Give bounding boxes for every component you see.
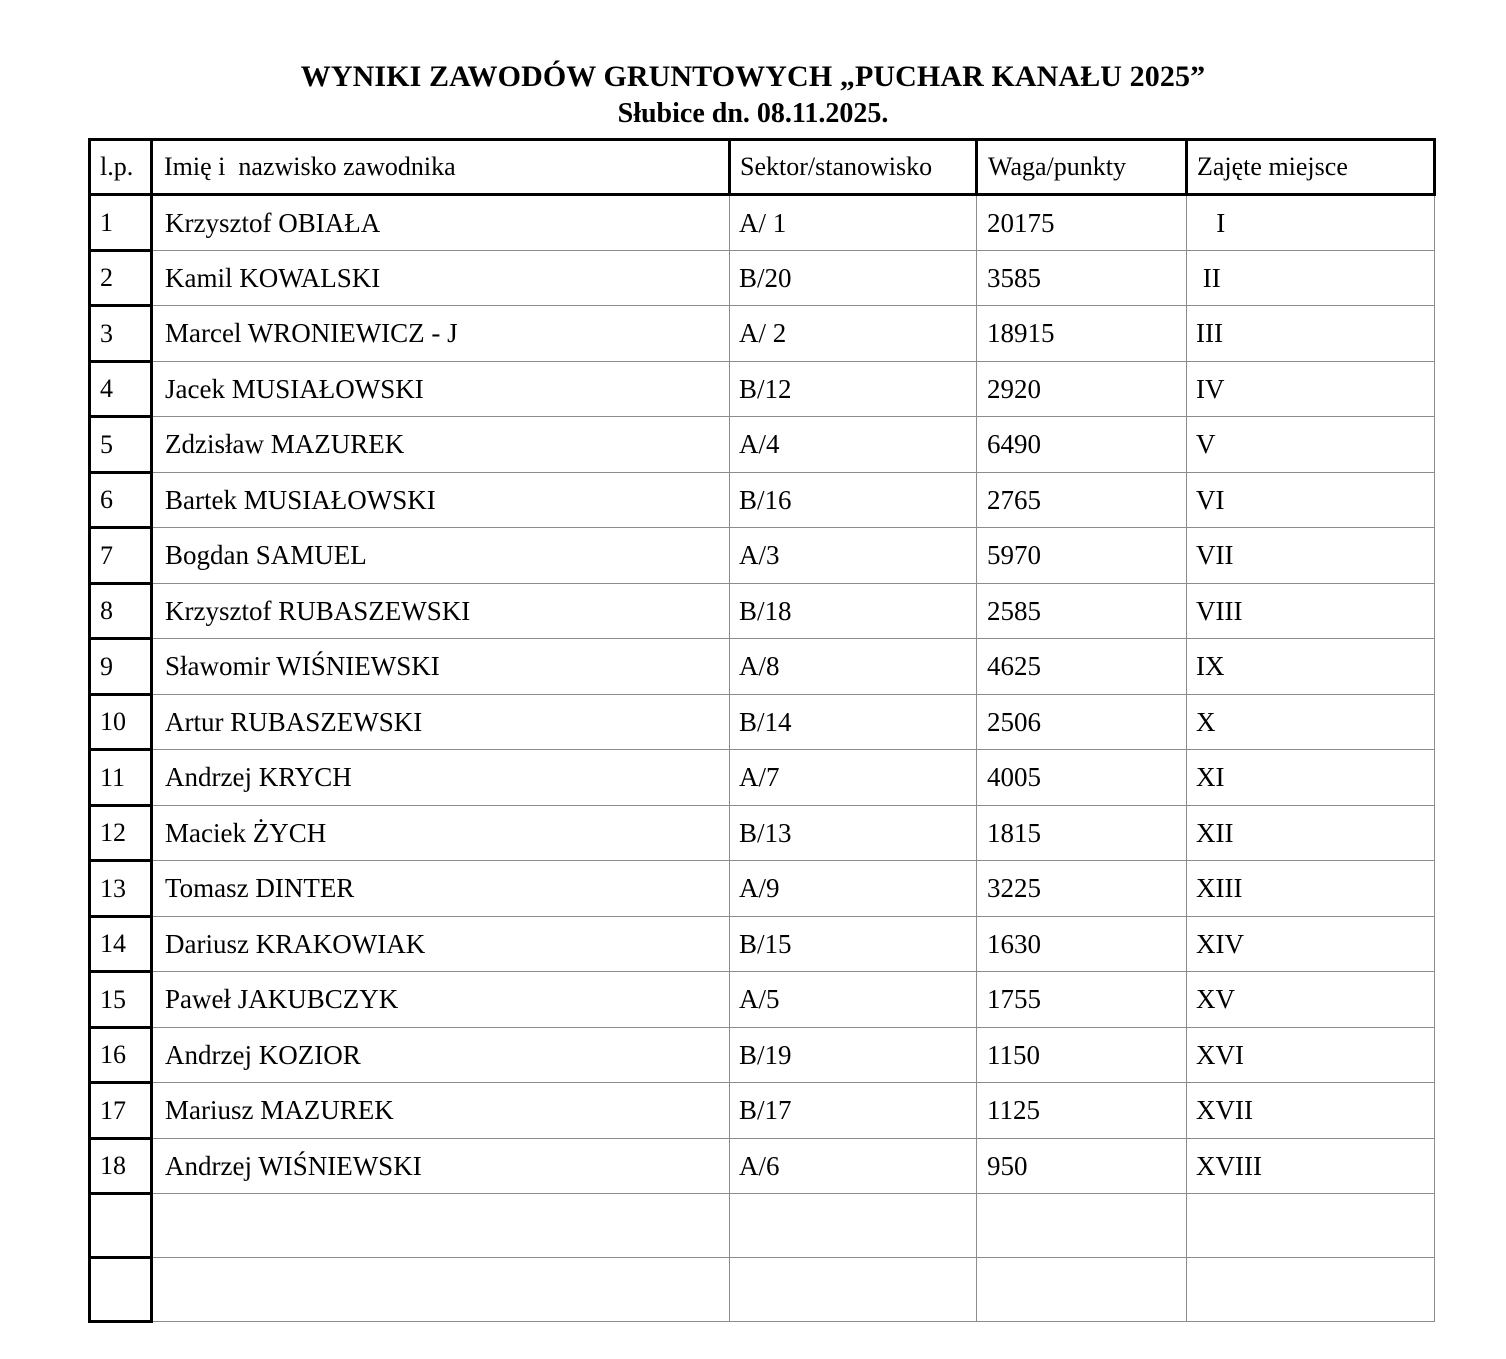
cell-sector: A/7 [730, 750, 977, 806]
cell-weight: 1150 [977, 1027, 1187, 1083]
cell-lp: 1 [90, 195, 152, 251]
table-header-row [90, 140, 1435, 195]
cell-sector: B/16 [730, 472, 977, 528]
table-row [90, 1027, 1435, 1083]
cell-place: V [1187, 417, 1435, 473]
cell-lp: 5 [90, 417, 152, 473]
cell-weight: 4625 [977, 639, 1187, 695]
cell-lp: 11 [90, 750, 152, 806]
cell-place: VII [1187, 528, 1435, 584]
cell-place: XIII [1187, 861, 1435, 917]
cell-lp: 9 [90, 639, 152, 695]
cell-sector: B/20 [730, 250, 977, 306]
cell-sector: B/12 [730, 361, 977, 417]
cell-name: Jacek MUSIAŁOWSKI [152, 361, 730, 417]
cell-lp [90, 1258, 152, 1322]
cell-name: Dariusz KRAKOWIAK [152, 916, 730, 972]
cell-weight: 2506 [977, 694, 1187, 750]
cell-name: Marcel WRONIEWICZ - J [152, 306, 730, 362]
cell-lp: 8 [90, 583, 152, 639]
table-row [90, 472, 1435, 528]
table-row [90, 694, 1435, 750]
cell-name: Andrzej KOZIOR [152, 1027, 730, 1083]
cell-sector: B/14 [730, 694, 977, 750]
cell-weight: 3585 [977, 250, 1187, 306]
cell-name [152, 1258, 730, 1322]
column-header-lp: l.p. [90, 140, 152, 195]
table-row-empty [90, 1258, 1435, 1322]
results-table [88, 138, 1436, 1323]
cell-lp: 10 [90, 694, 152, 750]
cell-name: Krzysztof RUBASZEWSKI [152, 583, 730, 639]
cell-name: Bogdan SAMUEL [152, 528, 730, 584]
table-row [90, 1138, 1435, 1194]
cell-place: XI [1187, 750, 1435, 806]
cell-name: Tomasz DINTER [152, 861, 730, 917]
cell-sector: A/4 [730, 417, 977, 473]
table-row [90, 861, 1435, 917]
cell-weight: 1125 [977, 1083, 1187, 1139]
cell-lp: 6 [90, 472, 152, 528]
table-row [90, 1083, 1435, 1139]
cell-place: XII [1187, 805, 1435, 861]
document-title-block [0, 58, 1506, 132]
cell-weight: 18915 [977, 306, 1187, 362]
cell-weight: 20175 [977, 195, 1187, 251]
cell-sector: B/19 [730, 1027, 977, 1083]
cell-sector: A/ 1 [730, 195, 977, 251]
cell-sector: B/15 [730, 916, 977, 972]
page-subtitle: Słubice dn. 08.11.2025. [617, 98, 889, 129]
cell-sector: B/17 [730, 1083, 977, 1139]
results-table-head [90, 140, 1435, 195]
column-header-weight: Waga/punkty [977, 140, 1187, 195]
cell-place: I [1187, 195, 1435, 251]
cell-sector: A/5 [730, 972, 977, 1028]
cell-sector: A/8 [730, 639, 977, 695]
table-row [90, 583, 1435, 639]
cell-place: II [1187, 250, 1435, 306]
cell-lp: 18 [90, 1138, 152, 1194]
cell-name: Maciek ŻYCH [152, 805, 730, 861]
cell-place [1187, 1194, 1435, 1258]
cell-weight [977, 1194, 1187, 1258]
cell-lp: 7 [90, 528, 152, 584]
cell-lp: 15 [90, 972, 152, 1028]
cell-sector: A/3 [730, 528, 977, 584]
cell-place: IV [1187, 361, 1435, 417]
cell-lp: 12 [90, 805, 152, 861]
cell-lp: 16 [90, 1027, 152, 1083]
cell-weight: 4005 [977, 750, 1187, 806]
cell-place: VI [1187, 472, 1435, 528]
cell-lp: 4 [90, 361, 152, 417]
cell-weight: 2585 [977, 583, 1187, 639]
table-row-empty [90, 1194, 1435, 1258]
cell-name: Artur RUBASZEWSKI [152, 694, 730, 750]
cell-name: Mariusz MAZUREK [152, 1083, 730, 1139]
table-row [90, 417, 1435, 473]
cell-place: VIII [1187, 583, 1435, 639]
cell-weight [977, 1258, 1187, 1322]
cell-lp: 13 [90, 861, 152, 917]
page-title: WYNIKI ZAWODÓW GRUNTOWYCH „PUCHAR KANAŁU 2025” [300, 60, 1206, 93]
results-table-body [90, 195, 1435, 1322]
column-header-sector: Sektor/stanowisko [730, 140, 977, 195]
cell-lp: 14 [90, 916, 152, 972]
cell-name: Andrzej KRYCH [152, 750, 730, 806]
cell-weight: 1815 [977, 805, 1187, 861]
column-header-place: Zajęte miejsce [1187, 140, 1435, 195]
cell-name [152, 1194, 730, 1258]
cell-sector: B/18 [730, 583, 977, 639]
cell-lp [90, 1194, 152, 1258]
cell-name: Andrzej WIŚNIEWSKI [152, 1138, 730, 1194]
cell-place: XVI [1187, 1027, 1435, 1083]
cell-name: Bartek MUSIAŁOWSKI [152, 472, 730, 528]
cell-sector: A/6 [730, 1138, 977, 1194]
table-row [90, 639, 1435, 695]
cell-place: IX [1187, 639, 1435, 695]
cell-sector: A/9 [730, 861, 977, 917]
cell-place: XVII [1187, 1083, 1435, 1139]
cell-name: Sławomir WIŚNIEWSKI [152, 639, 730, 695]
cell-sector [730, 1194, 977, 1258]
cell-place: XIV [1187, 916, 1435, 972]
cell-sector: B/13 [730, 805, 977, 861]
cell-sector: A/ 2 [730, 306, 977, 362]
cell-lp: 17 [90, 1083, 152, 1139]
cell-place [1187, 1258, 1435, 1322]
table-row [90, 528, 1435, 584]
table-row [90, 250, 1435, 306]
cell-weight: 6490 [977, 417, 1187, 473]
cell-weight: 2920 [977, 361, 1187, 417]
cell-weight: 5970 [977, 528, 1187, 584]
results-table-container [88, 138, 1433, 1323]
cell-weight: 1630 [977, 916, 1187, 972]
table-row [90, 916, 1435, 972]
cell-weight: 1755 [977, 972, 1187, 1028]
table-row [90, 972, 1435, 1028]
column-header-name: Imię i nazwisko zawodnika [152, 140, 730, 195]
cell-place: XV [1187, 972, 1435, 1028]
table-row [90, 750, 1435, 806]
table-row [90, 306, 1435, 362]
cell-place: III [1187, 306, 1435, 362]
cell-name: Kamil KOWALSKI [152, 250, 730, 306]
cell-sector [730, 1258, 977, 1322]
cell-weight: 3225 [977, 861, 1187, 917]
cell-name: Krzysztof OBIAŁA [152, 195, 730, 251]
cell-lp: 3 [90, 306, 152, 362]
cell-weight: 2765 [977, 472, 1187, 528]
table-row [90, 195, 1435, 251]
cell-place: XVIII [1187, 1138, 1435, 1194]
cell-name: Zdzisław MAZUREK [152, 417, 730, 473]
cell-place: X [1187, 694, 1435, 750]
table-row [90, 361, 1435, 417]
table-row [90, 805, 1435, 861]
cell-lp: 2 [90, 250, 152, 306]
cell-weight: 950 [977, 1138, 1187, 1194]
cell-name: Paweł JAKUBCZYK [152, 972, 730, 1028]
